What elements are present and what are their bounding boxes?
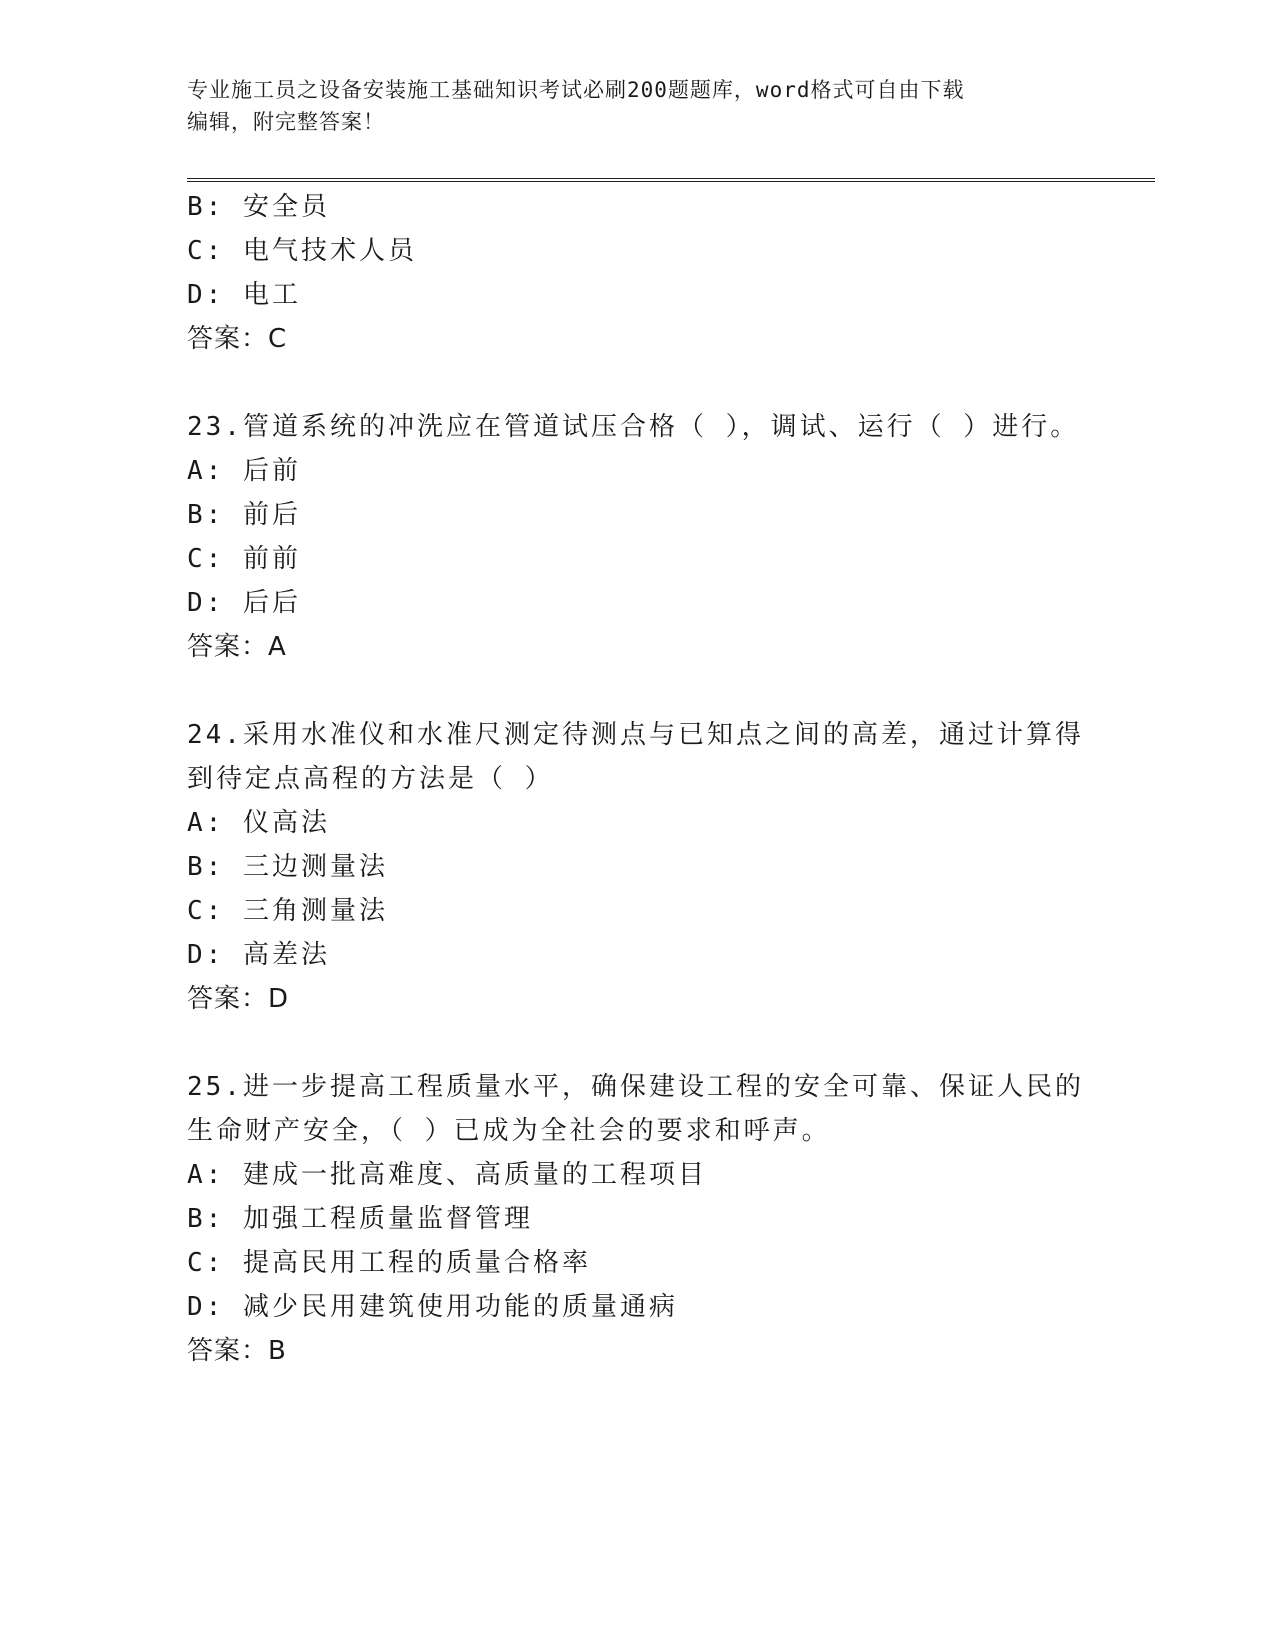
- q22-option-b: B: 安全员: [187, 192, 330, 222]
- q24-answer: 答案：D: [187, 984, 290, 1014]
- q23-option-d: D: 后后: [187, 588, 301, 618]
- q25-question-line2: 生命财产安全，（ ）已成为全社会的要求和呼声。: [187, 1116, 831, 1146]
- q24-option-b: B: 三边测量法: [187, 852, 388, 882]
- q22-option-d: D: 电工: [187, 280, 301, 310]
- q23-option-b: B: 前后: [187, 500, 301, 530]
- header-divider: [187, 178, 1155, 182]
- q23-answer: 答案：A: [187, 632, 287, 662]
- q25-option-d: D: 减少民用建筑使用功能的质量通病: [187, 1292, 678, 1322]
- header-title-line2: 编辑，附完整答案！: [187, 110, 385, 134]
- q22-option-c: C: 电气技术人员: [187, 236, 417, 266]
- q25-option-a: A: 建成一批高难度、高质量的工程项目: [187, 1160, 707, 1190]
- q25-question-line1: 25.进一步提高工程质量水平，确保建设工程的安全可靠、保证人民的: [187, 1072, 1084, 1102]
- q23-question: 23.管道系统的冲洗应在管道试压合格（ ），调试、运行（ ）进行。: [187, 412, 1080, 442]
- q24-question-line1: 24.采用水准仪和水准尺测定待测点与已知点之间的高差，通过计算得: [187, 720, 1084, 750]
- header-title-line1: 专业施工员之设备安装施工基础知识考试必刷200题题库，word格式可自由下载: [187, 78, 965, 102]
- q23-option-a: A: 后前: [187, 456, 301, 486]
- q25-answer: 答案：B: [187, 1336, 287, 1366]
- q22-answer: 答案：C: [187, 324, 288, 354]
- page-header: [187, 74, 1067, 138]
- q24-option-d: D: 高差法: [187, 940, 330, 970]
- q24-option-a: A: 仪高法: [187, 808, 330, 838]
- q25-option-c: C: 提高民用工程的质量合格率: [187, 1248, 591, 1278]
- q23-option-c: C: 前前: [187, 544, 301, 574]
- q24-option-c: C: 三角测量法: [187, 896, 388, 926]
- q24-question-line2: 到待定点高程的方法是（ ）: [187, 764, 554, 794]
- q25-option-b: B: 加强工程质量监督管理: [187, 1204, 533, 1234]
